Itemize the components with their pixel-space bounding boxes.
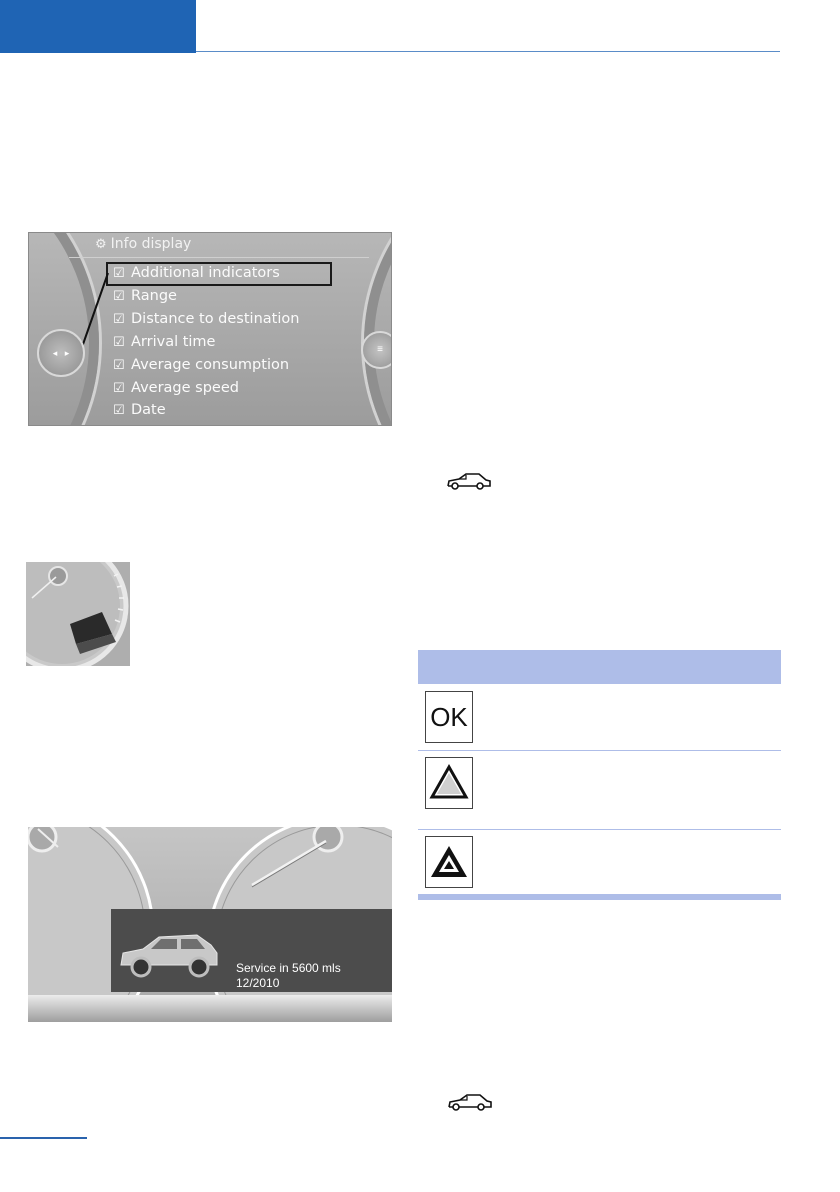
checkbox-checked-icon[interactable]: ☑ bbox=[113, 381, 125, 396]
service-distance-text: Service in 5600 mls bbox=[236, 961, 341, 975]
table-row-ok bbox=[418, 684, 781, 751]
callout-line bbox=[29, 233, 392, 426]
menu-item-label: Additional indicators bbox=[131, 265, 280, 281]
car-image bbox=[113, 919, 223, 989]
checkbox-checked-icon[interactable]: ☑ bbox=[113, 289, 125, 304]
checkbox-checked-icon[interactable]: ☑ bbox=[113, 335, 125, 350]
warning-triangle-outline-icon bbox=[425, 757, 473, 809]
info-display-title-text: Info display bbox=[110, 236, 192, 252]
info-display-screenshot bbox=[28, 232, 392, 426]
direction-arrows-control[interactable]: ◂ ▸ bbox=[37, 329, 85, 377]
ok-icon-text: OK bbox=[430, 702, 468, 732]
menu-item-label: Average consumption bbox=[131, 357, 290, 373]
gauge-indicator-image bbox=[26, 562, 130, 666]
display-bezel-bar bbox=[28, 995, 392, 1022]
service-display-screenshot bbox=[28, 827, 392, 1022]
menu-item-label: Range bbox=[131, 288, 177, 304]
checkbox-checked-icon[interactable]: ☑ bbox=[113, 266, 125, 281]
car-icon bbox=[445, 471, 493, 493]
table-row-warning-outline bbox=[418, 751, 781, 830]
page-footer-rule bbox=[0, 1137, 87, 1139]
list-button-icon[interactable]: ≡ bbox=[361, 331, 392, 369]
warning-triangle-filled-icon bbox=[425, 836, 473, 888]
status-symbols-table bbox=[418, 650, 781, 900]
menu-item-label: Arrival time bbox=[131, 334, 216, 350]
gauge-graphic bbox=[26, 562, 130, 666]
table-footer-rule bbox=[418, 894, 781, 900]
checkbox-checked-icon[interactable]: ☑ bbox=[113, 403, 125, 418]
checkbox-checked-icon[interactable]: ☑ bbox=[113, 312, 125, 327]
service-info-panel bbox=[111, 909, 392, 992]
menu-item-label: Distance to destination bbox=[131, 311, 300, 327]
table-row-warning-filled bbox=[418, 830, 781, 894]
header-rule bbox=[196, 51, 780, 52]
table-header bbox=[418, 650, 781, 684]
checkbox-checked-icon[interactable]: ☑ bbox=[113, 358, 125, 373]
car-icon bbox=[446, 1092, 494, 1114]
ok-icon bbox=[425, 691, 473, 743]
service-date-text: 12/2010 bbox=[236, 976, 280, 990]
menu-item-label: Date bbox=[131, 402, 166, 418]
menu-item-label: Average speed bbox=[131, 380, 239, 396]
gear-icon: ⚙ bbox=[95, 237, 107, 252]
service-message bbox=[236, 961, 341, 991]
page-header-tab bbox=[0, 0, 196, 53]
